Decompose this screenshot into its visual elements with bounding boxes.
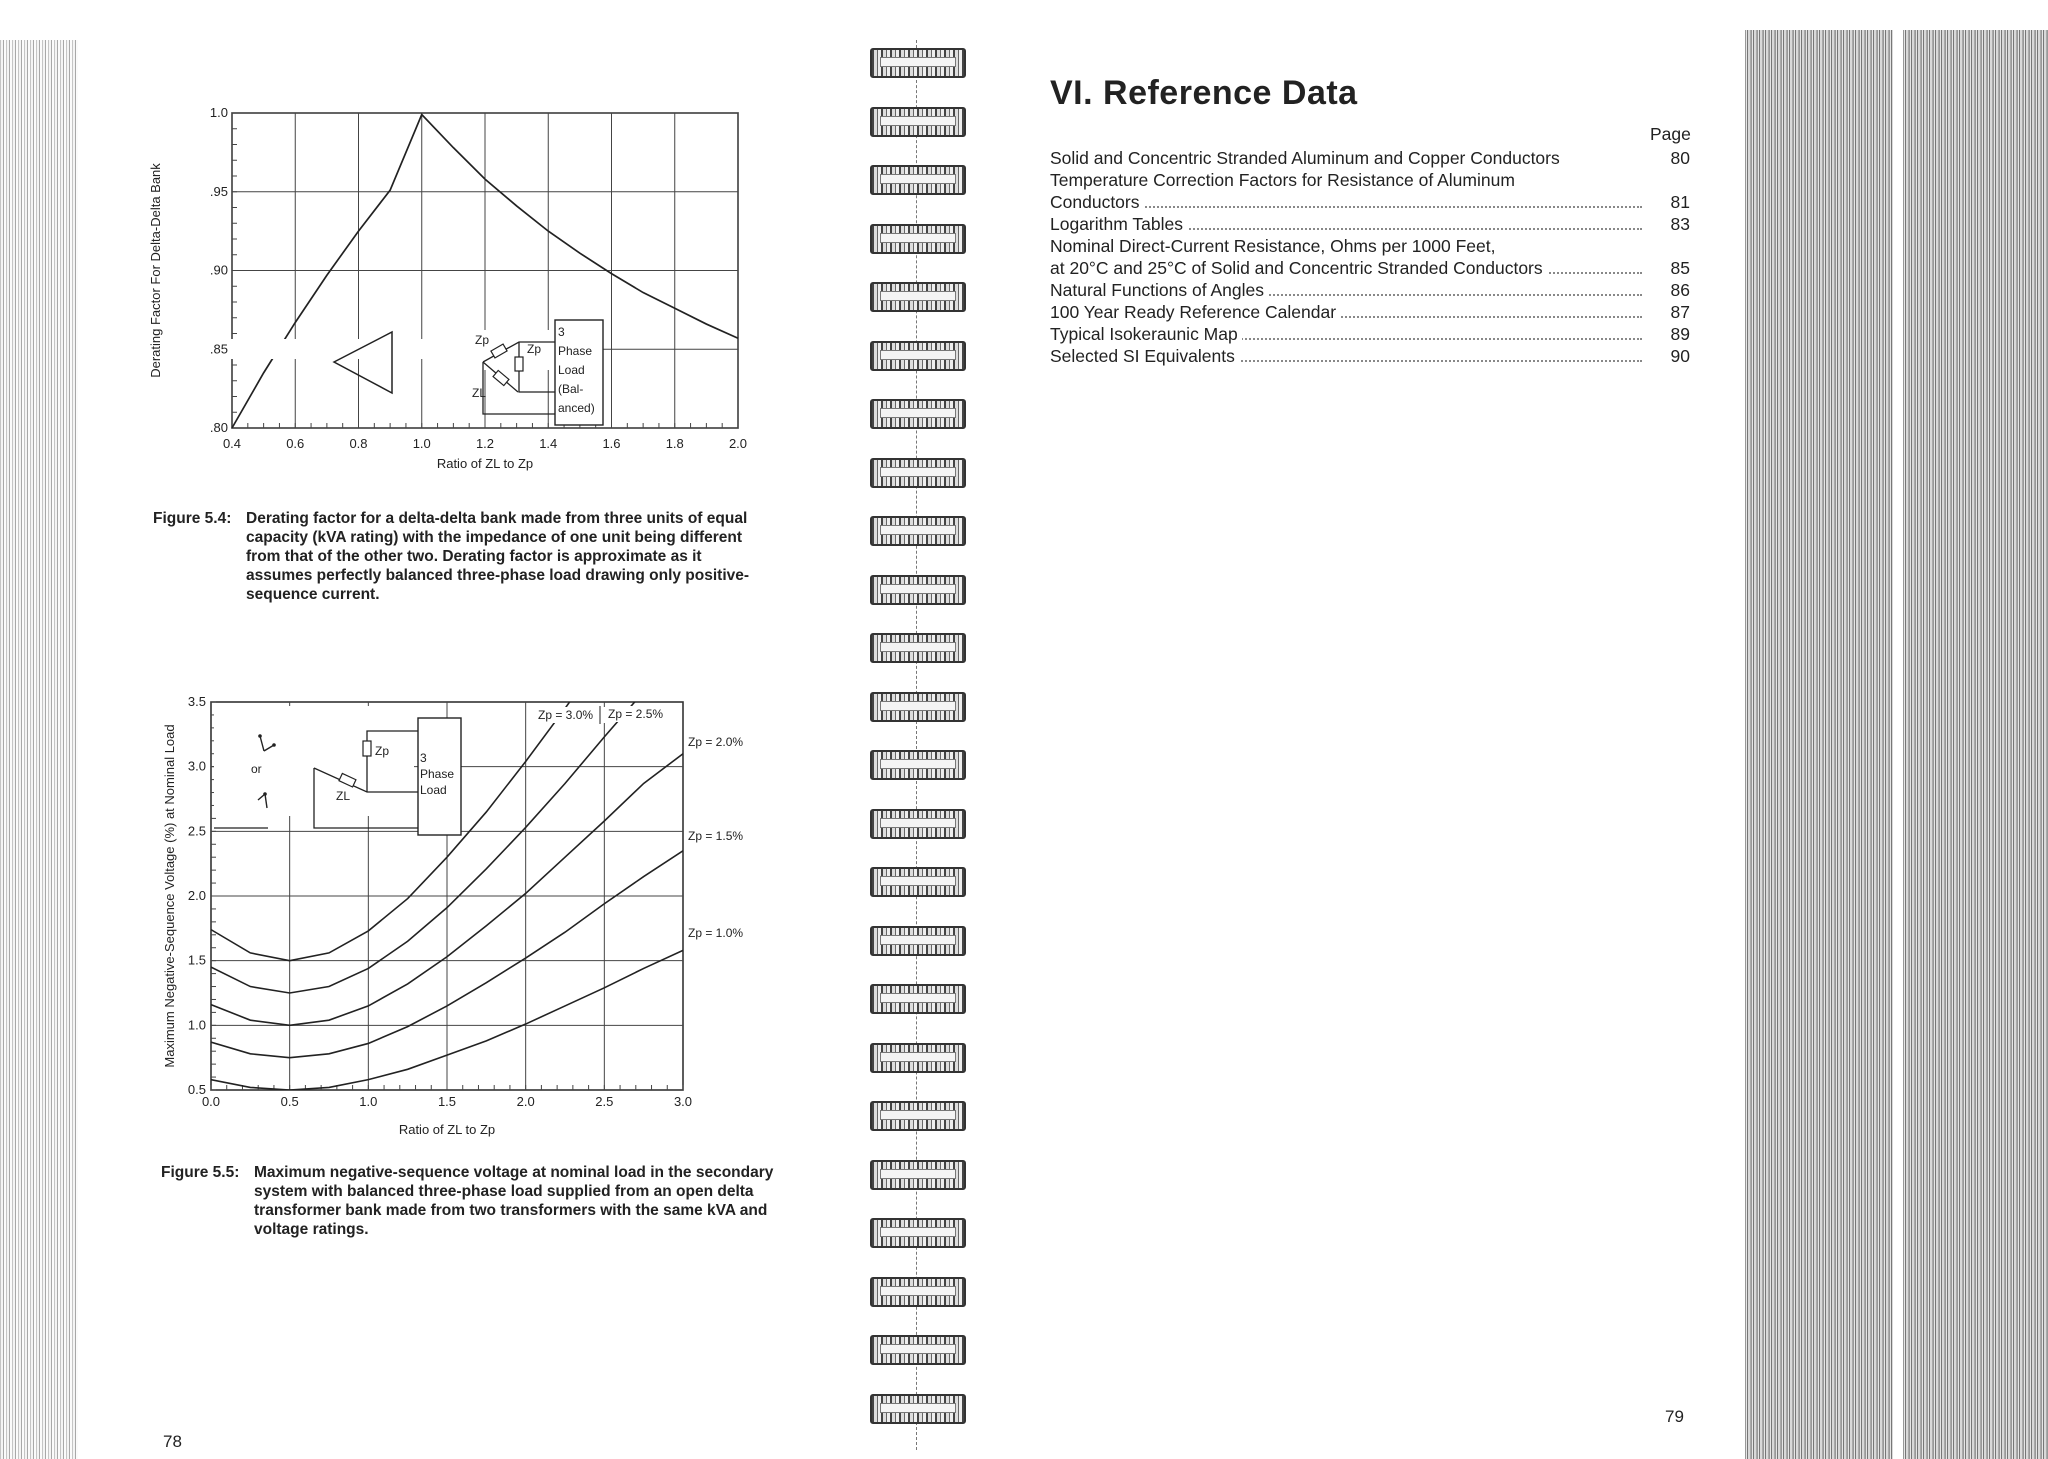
- load-label: Load: [420, 783, 447, 797]
- open-delta-symbol: [272, 743, 276, 747]
- impedance-zp-symbol: [515, 357, 523, 371]
- spiral-coil: [870, 107, 966, 137]
- x-tick-label: 1.0: [359, 1094, 378, 1109]
- toc-entry-page: 83: [1670, 214, 1690, 234]
- impedance-zp-symbol: [363, 741, 371, 756]
- toc-entry-page: 87: [1670, 302, 1690, 322]
- series-label: Zp = 1.5%: [688, 829, 744, 843]
- x-tick-label: 1.8: [665, 436, 684, 451]
- toc-entry: [1050, 301, 1690, 323]
- spiral-coil: [870, 48, 966, 78]
- spiral-coil: [870, 867, 966, 897]
- page-column-header: Page: [1650, 124, 1691, 144]
- x-tick-label: 1.6: [602, 436, 621, 451]
- caption-label: Figure 5.5:: [161, 1164, 240, 1181]
- toc-entry-text: 100 Year Ready Reference Calendar: [1050, 301, 1340, 323]
- caption-text: Maximum negative-sequence voltage at nominal load in the secondary system with balanced three-phase load supplied from an open delta transformer bank made from two transformers with the same kVA and voltage ratings.: [254, 1164, 774, 1238]
- delta-connection-diagram: [228, 320, 603, 425]
- caption-label: Figure 5.4:: [153, 510, 232, 527]
- x-tick-label: 0.0: [201, 1094, 221, 1109]
- chart-negative-sequence-voltage: [140, 690, 780, 1160]
- toc-entry-text: at 20°C and 25°C of Solid and Concentric Stranded Conductors: [1050, 257, 1547, 279]
- table-of-contents: [1050, 147, 1690, 367]
- toc-entry-text: Conductors: [1050, 191, 1144, 213]
- x-tick-label: 2.0: [728, 436, 748, 451]
- spiral-coil: [870, 1277, 966, 1307]
- y-axis-label: Derating Factor For Delta-Delta Bank: [148, 163, 163, 378]
- zp-label: Zp: [527, 342, 542, 356]
- spiral-coil: [870, 282, 966, 312]
- spiral-coil: [870, 1043, 966, 1073]
- figure-5-5-caption: [161, 1163, 781, 1273]
- load-label: Phase: [420, 767, 455, 781]
- x-tick-label: 0.8: [349, 436, 368, 451]
- chart-derating-factor: [140, 95, 760, 495]
- spiral-coil: [870, 399, 966, 429]
- spiral-coil: [870, 224, 966, 254]
- toc-entry: [1050, 235, 1690, 257]
- spiral-coil: [870, 1101, 966, 1131]
- y-tick-label: 0.5: [187, 1082, 206, 1097]
- right-page-number: 79: [1665, 1407, 1684, 1426]
- toc-entry-page: 81: [1670, 192, 1690, 212]
- toc-entry-text: Temperature Correction Factors for Resistance of Aluminum: [1050, 169, 1519, 191]
- y-tick-label: 1.0: [209, 105, 228, 120]
- series-label: Zp = 3.0%: [538, 708, 594, 722]
- right-page-edge-scan: [1745, 30, 1893, 1459]
- y-tick-label: 3.0: [187, 758, 206, 774]
- y-tick-label: .90: [209, 262, 228, 278]
- toc-entry-text: Nominal Direct-Current Resistance, Ohms per 1000 Feet,: [1050, 235, 1499, 257]
- x-axis-label: Ratio of ZL to Zp: [398, 1122, 496, 1137]
- y-tick-label: .80: [209, 420, 228, 435]
- diagram-mask: [228, 339, 458, 359]
- toc-entry-text: Selected SI Equivalents: [1050, 345, 1239, 367]
- load-label: Load: [558, 363, 585, 377]
- spiral-coil: [870, 809, 966, 839]
- y-axis-label: Maximum Negative-Sequence Voltage (%) at Nominal Load: [162, 724, 177, 1068]
- y-tick-label: 1.5: [187, 952, 206, 968]
- y-tick-label: 2.0: [187, 888, 206, 903]
- right-page-edge-scan: [1903, 30, 2048, 1459]
- toc-entry: [1050, 147, 1690, 169]
- x-axis-label: Ratio of ZL to Zp: [436, 456, 534, 471]
- zl-label: ZL: [472, 386, 487, 400]
- series-label: Zp = 2.0%: [688, 735, 744, 749]
- load-label: (Bal-: [558, 382, 584, 396]
- toc-entry: [1050, 257, 1690, 279]
- spiral-coil: [870, 984, 966, 1014]
- spiral-coil: [870, 692, 966, 722]
- spiral-coil: [870, 926, 966, 956]
- load-label: anced): [558, 401, 595, 415]
- load-label: Phase: [558, 344, 593, 358]
- toc-entry: [1050, 279, 1690, 301]
- left-page-number: 78: [163, 1432, 182, 1451]
- toc-entry-page: 80: [1670, 148, 1690, 168]
- spiral-coil: [870, 341, 966, 371]
- spiral-coil: [870, 750, 966, 780]
- toc-entry-text: Logarithm Tables: [1050, 213, 1187, 235]
- series-label: Zp = 1.0%: [688, 926, 744, 940]
- spiral-coil: [870, 516, 966, 546]
- load-label: 3: [558, 325, 565, 339]
- toc-entry: [1050, 213, 1690, 235]
- x-tick-label: 0.6: [286, 436, 305, 451]
- section-title: VI. Reference Data: [1050, 74, 1358, 112]
- x-tick-label: 1.5: [437, 1094, 457, 1109]
- toc-entry-text: Natural Functions of Angles: [1050, 279, 1268, 301]
- caption-text: Derating factor for a delta-delta bank made from three units of equal capacity (kVA rating) with the impedance of one unit being different from that of the other two. Derating factor is approximate as it assumes perfectly balanced three-phase load drawing only positive-sequence current.: [246, 510, 750, 603]
- toc-entry-page: 85: [1670, 258, 1690, 278]
- left-page-edge-scan: [0, 40, 78, 1459]
- y-tick-label: .85: [209, 341, 228, 357]
- y-tick-label: 1.0: [187, 1017, 206, 1033]
- spiral-coil: [870, 575, 966, 605]
- toc-entry-page: 90: [1670, 346, 1690, 366]
- or-label: or: [251, 762, 262, 776]
- toc-entry: [1050, 191, 1690, 213]
- spiral-coil: [870, 1218, 966, 1248]
- toc-entry-text: Typical Isokeraunic Map: [1050, 323, 1242, 345]
- toc-entry-page: 89: [1670, 324, 1690, 344]
- y-tick-label: 3.5: [187, 694, 206, 709]
- spiral-coil: [870, 458, 966, 488]
- spiral-coil: [870, 1160, 966, 1190]
- load-label: 3: [420, 751, 427, 765]
- x-tick-label: 2.5: [595, 1094, 614, 1109]
- toc-entry: [1050, 169, 1690, 191]
- toc-entry-page: 86: [1670, 280, 1690, 300]
- open-delta-symbol: [258, 734, 262, 738]
- spiral-coil: [870, 1335, 966, 1365]
- toc-entry-text: Solid and Concentric Stranded Aluminum and Copper Conductors: [1050, 147, 1564, 169]
- spiral-binding: [862, 40, 972, 1450]
- x-tick-label: 1.0: [412, 436, 431, 451]
- toc-entry: [1050, 323, 1690, 345]
- zp-label: Zp: [375, 744, 390, 758]
- spiral-coil: [870, 633, 966, 663]
- y-tick-label: .95: [209, 183, 228, 199]
- open-delta-connection-diagram: [214, 706, 461, 835]
- open-delta-symbol: [263, 792, 267, 796]
- x-tick-label: 1.2: [475, 436, 495, 451]
- toc-entry: [1050, 345, 1690, 367]
- x-tick-label: 1.4: [539, 436, 558, 451]
- x-tick-label: 2.0: [516, 1094, 535, 1109]
- zp-label: Zp: [475, 333, 490, 347]
- x-tick-label: 0.4: [222, 436, 242, 451]
- x-tick-label: 3.0: [673, 1094, 693, 1109]
- y-tick-label: 2.5: [187, 823, 206, 839]
- series-label: Zp = 2.5%: [608, 707, 664, 721]
- x-tick-label: 0.5: [280, 1094, 299, 1109]
- figure-5-4-caption: [153, 509, 768, 619]
- spiral-coil: [870, 1394, 966, 1424]
- spiral-coil: [870, 165, 966, 195]
- zl-label: ZL: [336, 789, 351, 803]
